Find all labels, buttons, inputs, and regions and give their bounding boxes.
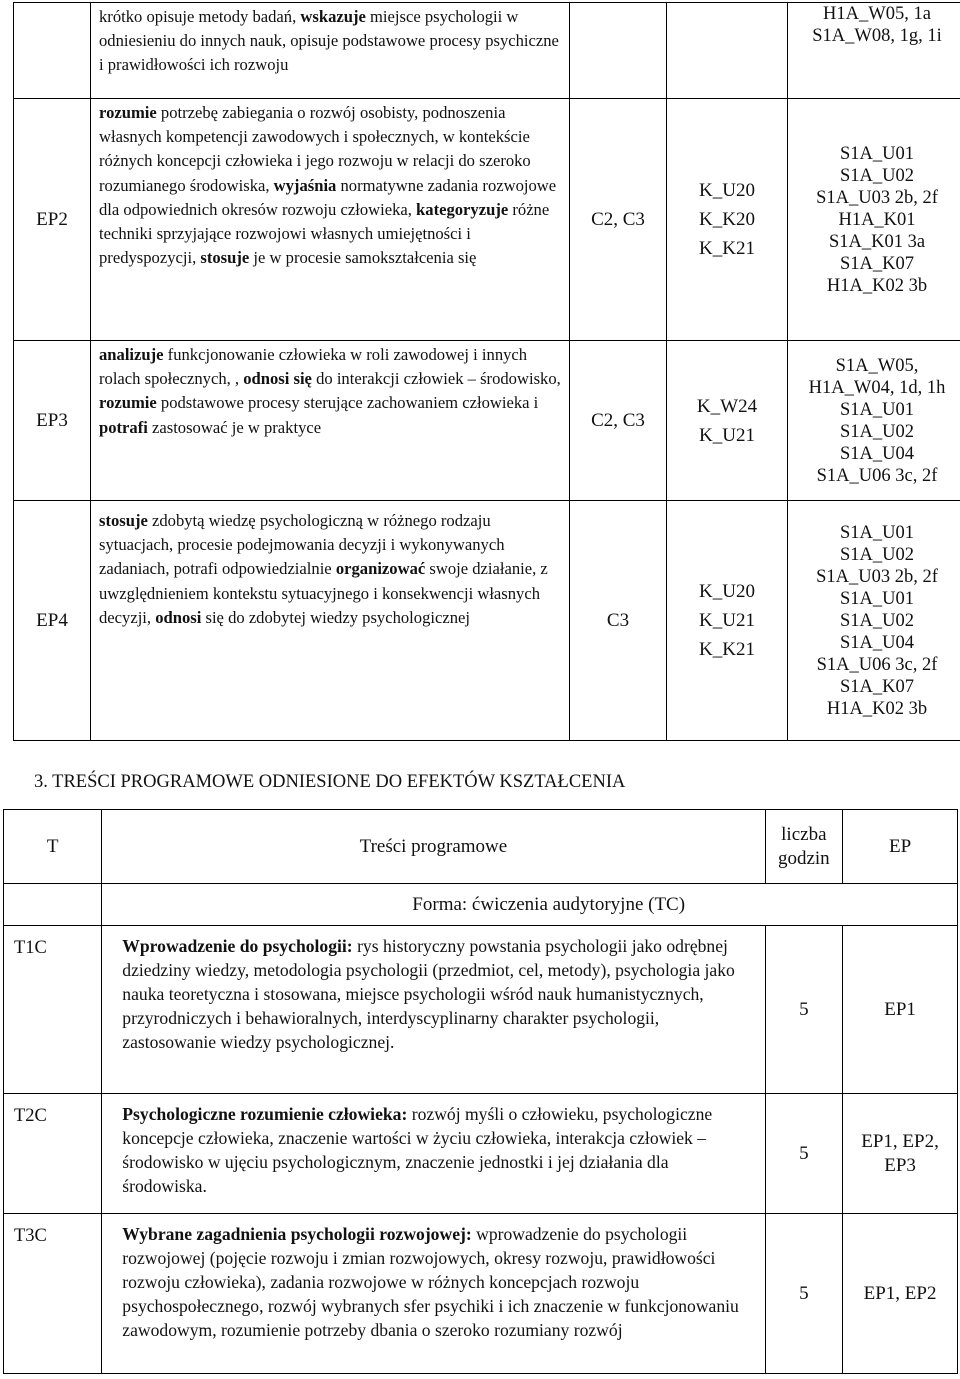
- header-hours-line2: godzin: [777, 847, 830, 869]
- program-contents-table: [3, 809, 958, 1374]
- effect-code: S1A_U02: [839, 421, 914, 442]
- direction-effects: [667, 3, 788, 99]
- effect-code: S1A_K07: [839, 676, 914, 697]
- topic-code: T1C: [4, 926, 102, 1094]
- effect-code: S1A_W08, 1g, 1i: [812, 26, 942, 46]
- area-effects: [788, 341, 960, 501]
- forms-code: C3: [570, 501, 667, 741]
- table-row: [14, 341, 960, 501]
- form-label: Forma: ćwiczenia audytoryjne (TC): [102, 884, 958, 926]
- outcome-description: stosuje zdobytą wiedzę psychologiczną w różnego rodzaju sytuacjach, procesie podejmowania decyzji i wykonywanych zadaniach, potrafi odpowiedzialnie organizować swoje działanie, z uwzględnieniem kontekstu sytuacyjnego i konsekwencji własnych decyzji, odnosi się do zdobytej wiedzy psychologicznej: [91, 501, 570, 741]
- header-ep: EP: [843, 810, 958, 884]
- topic-ep: EP1, EP2, EP3: [843, 1094, 958, 1214]
- effect-code: S1A_U03 2b, 2f: [816, 187, 938, 208]
- topic-lead: Psychologiczne rozumienie człowieka:: [122, 1104, 408, 1124]
- header-hours-line1: liczba: [781, 823, 827, 845]
- topic-hours: 5: [765, 1214, 843, 1374]
- topic-description: [102, 926, 765, 1094]
- topic-description: [102, 1094, 765, 1214]
- effect-code: H1A_K02 3b: [826, 275, 928, 296]
- topic-text: rozwój myśli o człowieku, psychologiczne koncepcje człowieka, znaczenie wartości w życiu człowieka, interakcja człowiek – środowisko w ujęciu psychologicznym, znaczenie jednostki i jej działania dla środowiska.: [122, 1104, 713, 1196]
- effect-code: S1A_U02: [839, 165, 914, 186]
- effect-code: H1A_W05, 1a: [823, 4, 931, 24]
- topic-ep: EP1, EP2: [843, 1214, 958, 1374]
- ep-code: EP2: [14, 99, 91, 341]
- header-contents: Treści programowe: [102, 810, 765, 884]
- table-row: [4, 926, 958, 1094]
- header-t: T: [4, 810, 102, 884]
- table-row: [14, 501, 960, 741]
- effect-code: S1A_U01: [839, 399, 914, 420]
- outcome-description: rozumie potrzebę zabiegania o rozwój osobisty, podnoszenia własnych kompetencji zawodowych i społecznych, w kontekście różnych koncepcji człowieka i jego rozwoju w relacji do szeroko rozumianego środowiska, wyjaśnia normatywne zadania rozwojowe dla odpowiednich okresów rozwoju człowieka, kategoryzuje różne techniki sprzyjające rozwojowi własnych umiejętności i predyspozycji, stosuje je w procesie samokształcenia się: [91, 99, 570, 341]
- forms-code: C2, C3: [570, 341, 667, 501]
- topic-hours: 5: [765, 926, 843, 1094]
- effect-code: H1A_K02 3b: [826, 698, 928, 719]
- effect-code: K_K20: [699, 209, 755, 230]
- topic-text: wprowadzenie do psychologii rozwojowej (pojęcie rozwoju i zmian rozwojowych, okresy rozwoju, prawidłowości rozwoju człowieka), zadania rozwojowe w różnych koncepcjach rozwoju psychospołecznego, rozwój wybranych sfer psychiki i ich znaczenie w funkcjonowaniu zawodowym, rozumienie potrzeby dbania o szeroko rozumiany rozwój: [122, 1224, 739, 1340]
- table-header-row: [4, 810, 958, 884]
- effect-code: S1A_U04: [839, 443, 914, 464]
- effect-code: K_U21: [699, 424, 755, 446]
- effect-code: S1A_U01: [839, 143, 914, 164]
- header-hours: [765, 810, 843, 884]
- area-effects: [788, 99, 960, 341]
- area-effects: [788, 3, 960, 99]
- area-effects: [788, 501, 960, 741]
- table-row: [4, 1214, 958, 1374]
- effect-code: K_U20: [699, 180, 755, 201]
- topic-lead: Wprowadzenie do psychologii:: [122, 936, 353, 956]
- effect-code: H1A_K01: [838, 209, 916, 230]
- direction-effects: [667, 99, 788, 341]
- effect-code: S1A_U02: [839, 610, 914, 631]
- outcome-description: krótko opisuje metody badań, wskazuje miejsce psychologii w odniesieniu do innych nauk, opisuje podstawowe procesy psychiczne i prawidłowości ich rozwoju: [91, 3, 570, 99]
- table-row: [14, 3, 960, 99]
- effect-code: K_U20: [699, 581, 755, 602]
- effect-code: S1A_K07: [839, 253, 914, 274]
- ep-code: EP4: [14, 501, 91, 741]
- topic-code: T3C: [4, 1214, 102, 1374]
- topic-description: [102, 1214, 765, 1374]
- effect-code: S1A_U06 3c, 2f: [816, 465, 938, 486]
- outcome-description: analizuje funkcjonowanie człowieka w roli zawodowej i innych rolach społecznych, , odnosi się do interakcji człowiek – środowisko, rozumie podstawowe procesy sterujące zachowaniem człowieka i potrafi zastosować je w praktyce: [91, 341, 570, 501]
- effect-code: S1A_U01: [839, 588, 914, 609]
- forms-code: C2, C3: [570, 99, 667, 341]
- effect-code: K_K21: [699, 639, 755, 660]
- topic-ep: EP1: [843, 926, 958, 1094]
- direction-effects: [667, 341, 788, 501]
- table-row: [14, 99, 960, 341]
- effect-code: H1A_W04, 1d, 1h: [808, 377, 946, 398]
- effect-code: S1A_U04: [839, 632, 914, 653]
- effect-code: S1A_W05,: [835, 355, 919, 376]
- forms-code: [570, 3, 667, 99]
- effect-code: K_W24: [696, 395, 758, 417]
- topic-lead: Wybrane zagadnienia psychologii rozwojowej:: [122, 1224, 472, 1244]
- effect-code: S1A_U01: [839, 522, 914, 543]
- effect-code: S1A_U06 3c, 2f: [816, 654, 938, 675]
- section-title: 3. TREŚCI PROGRAMOWE ODNIESIONE DO EFEKTÓW KSZTAŁCENIA: [34, 772, 626, 792]
- effect-code: S1A_K01 3a: [828, 231, 926, 252]
- ep-code: EP3: [14, 341, 91, 501]
- direction-effects: [667, 501, 788, 741]
- effect-code: S1A_U03 2b, 2f: [816, 566, 938, 587]
- effect-code: S1A_U02: [839, 544, 914, 565]
- effect-code: K_U21: [699, 610, 755, 631]
- learning-outcomes-table: [13, 2, 960, 741]
- topic-text: rys historyczny powstania psychologii jako odrębnej dziedziny wiedzy, metodologia psychologii (przedmiot, cel, metody), psychologia jako nauka teoretyczna i stosowana, miejsce psychologii wśród nauk humanistycznych, przyrodniczych i behawioralnych, interdyscyplinarny charakter psychologii, zastosowanie wiedzy psychologicznej.: [122, 936, 735, 1052]
- topic-hours: 5: [765, 1094, 843, 1214]
- effect-code: K_K21: [699, 238, 755, 259]
- ep-code: [14, 3, 91, 99]
- topic-code: T2C: [4, 1094, 102, 1214]
- table-row: [4, 1094, 958, 1214]
- form-row: [4, 884, 958, 926]
